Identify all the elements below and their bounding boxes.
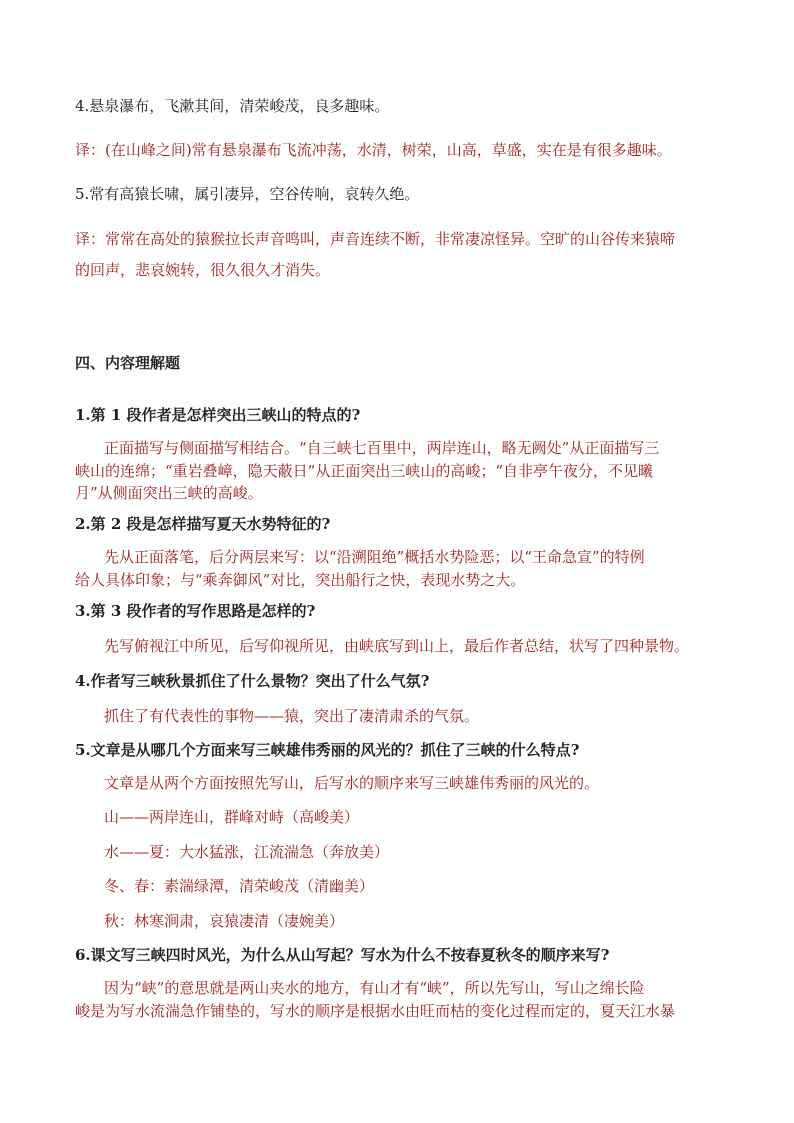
sentence-5: 5.常有高猿长啸，属引凄异，空谷传响，哀转久绝。 (75, 185, 420, 203)
translation-4: 译：(在山峰之间)常有悬泉瀑布飞流冲荡，水清，树荣，山高，草盛，实在是有很多趣味。 (75, 141, 672, 159)
answer-3: 先写俯视江中所见，后写仰视所见，由峡底写到山上，最后作者总结，状写了四种景物。 (104, 637, 690, 655)
answer-5-autumn: 秋：林寒涧肃，哀猿凄清（凄婉美） (104, 912, 345, 930)
sentence-4: 4.悬泉瀑布，飞漱其间，清荣峻茂，良多趣味。 (75, 97, 390, 115)
question-2: 2.第 2 段是怎样描写夏天水势特征的? (75, 515, 331, 533)
question-1: 1.第 1 段作者是怎样突出三峡山的特点的? (75, 406, 361, 424)
section-title: 四、内容理解题 (75, 354, 181, 372)
question-5: 5.文章是从哪几个方面来写三峡雄伟秀丽的风光的？抓住了三峡的什么特点? (75, 741, 580, 759)
answer-5-winter-spring: 冬、春：素湍绿潭，清荣峻茂（清幽美） (104, 877, 375, 895)
translation-5-line-2: 的回声，悲哀婉转，很久很久才消失。 (75, 261, 331, 279)
question-4: 4.作者写三峡秋景抓住了什么景物？突出了什么气氛? (75, 672, 430, 690)
answer-5-mountain: 山——两岸连山，群峰对峙（高峻美） (104, 808, 360, 826)
answer-6-line-1: 因为“峡”的意思就是两山夹水的地方，有山才有“峡”，所以先写山，写山之绵长险 (104, 979, 645, 997)
answer-4: 抓住了有代表性的事物——猿，突出了凄清肃杀的气氛。 (104, 707, 480, 725)
question-3: 3.第 3 段作者的写作思路是怎样的? (75, 602, 316, 620)
answer-1-line-1: 正面描写与侧面描写相结合。“自三峡七百里中，两岸连山，略无阙处”从正面描写三 (104, 439, 660, 457)
answer-1-line-3: 月”从侧面突出三峡的高峻。 (75, 484, 263, 502)
answer-2-line-1: 先从正面落笔，后分两层来写：以“沿溯阻绝”概括水势险恶；以“王命急宣”的特例 (104, 548, 645, 566)
answer-1-line-2: 峡山的连绵；“重岩叠嶂，隐天蔽日”从正面突出三峡山的高峻；“自非亭午夜分，不见曦 (75, 462, 654, 480)
answer-5-line-1: 文章是从两个方面按照先写山，后写水的顺序来写三峡雄伟秀丽的风光的。 (104, 774, 600, 792)
question-6: 6.课文写三峡四时风光，为什么从山写起？写水为什么不按春夏秋冬的顺序来写? (75, 946, 610, 964)
translation-5-line-1: 译：常常在高处的猿猴拉长声音鸣叫，声音连续不断，非常凄凉怪异。空旷的山谷传来猿啼 (75, 230, 676, 248)
answer-2-line-2: 给人具体印象；与“乘奔御风”对比，突出船行之快，表现水势之大。 (75, 571, 526, 589)
answer-6-line-2: 峻是为写水流湍急作铺垫的，写水的顺序是根据水由旺而枯的变化过程而定的，夏天江水暴 (75, 1002, 676, 1020)
answer-5-summer: 水——夏：大水猛涨，江流湍急（奔放美） (104, 843, 390, 861)
